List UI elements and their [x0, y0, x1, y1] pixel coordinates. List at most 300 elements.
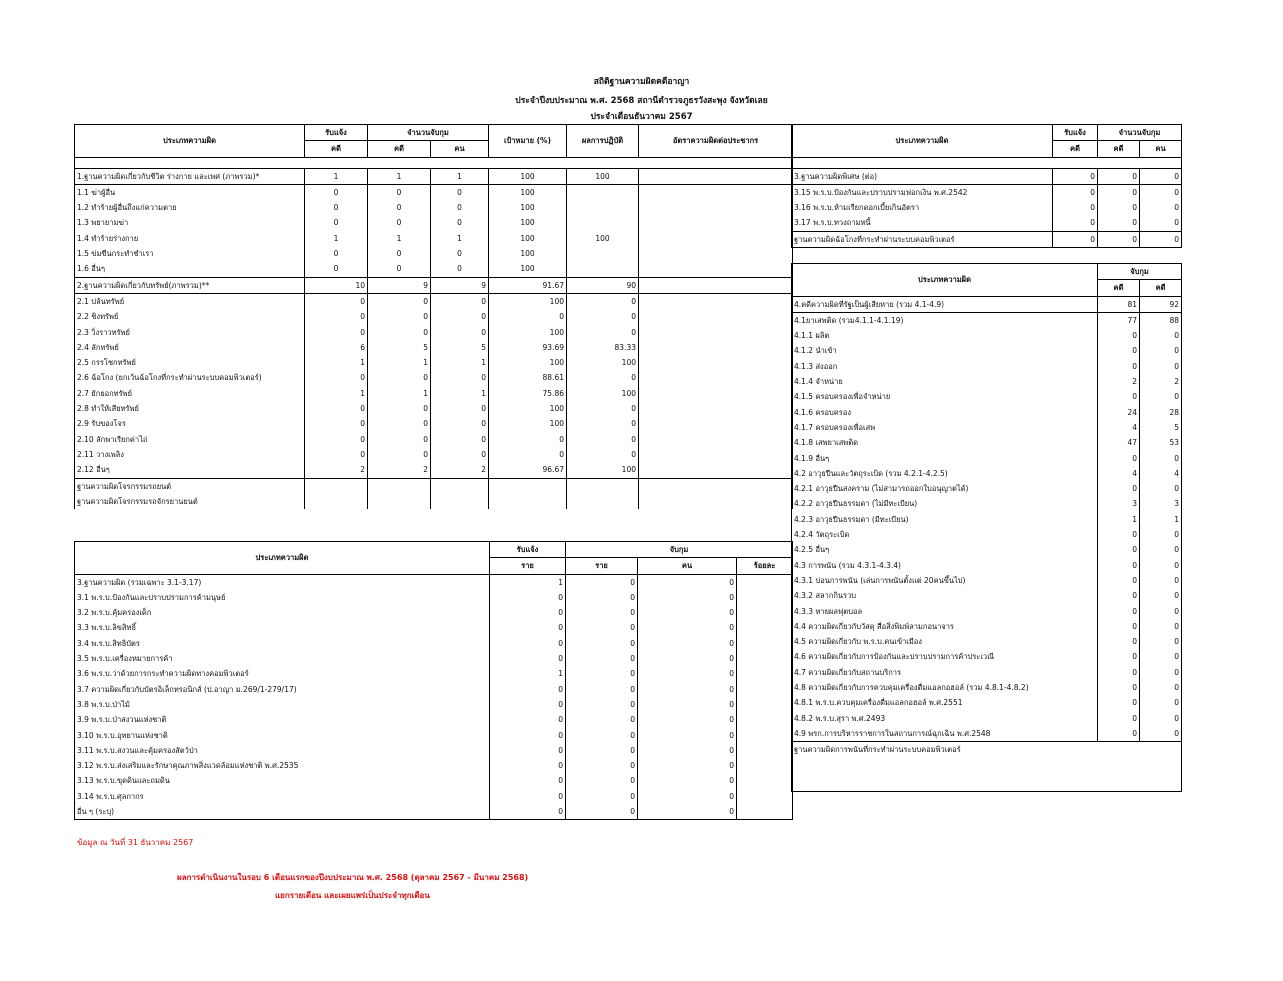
row-value: 0 [567, 293, 639, 309]
row-value [737, 743, 793, 758]
row-value: 0 [490, 605, 566, 620]
row-value: 0 [305, 184, 368, 200]
col-arrested: จำนวนจับกุม [368, 125, 489, 141]
table-row [75, 478, 793, 494]
row-value: 0 [431, 246, 489, 261]
row-value: 0 [490, 712, 566, 727]
rt-col-crime-type: ประเภทความผิด [792, 125, 1053, 158]
row-label: 2.7 ยักยอกทรัพย์ [75, 386, 305, 401]
table-row [792, 711, 1182, 726]
table-row [792, 359, 1182, 374]
row-value [567, 246, 639, 261]
table-row [75, 386, 793, 401]
row-value: 0 [1098, 573, 1140, 588]
row-label: 4.1.6 ครอบครอง [792, 405, 1098, 420]
row-value: 1 [431, 231, 489, 246]
row-label: 4.2 อาวุธปืนและวัตถุระเบิด (รวม 4.2.1-4.2.5) [792, 466, 1098, 481]
table-row [75, 293, 793, 309]
row-value: 0 [566, 773, 638, 788]
row-label: 4.1.7 ครอบครองเพื่อเสพ [792, 420, 1098, 435]
table-row [792, 420, 1182, 435]
row-label: 4.8.1 พ.ร.บ.ควบคุมเครื่องดื่มแอลกอฮอล์ พ.ศ.2551 [792, 695, 1098, 710]
row-value: 1 [1098, 512, 1140, 527]
row-value: 0 [431, 184, 489, 200]
row-value: 2 [305, 462, 368, 478]
row-value [639, 231, 793, 246]
table-row [75, 416, 793, 431]
footer-note-monthly: แยกรายเดือน และเผยแพร่เป็นประจำทุกเดือน [275, 891, 430, 900]
row-label: 4.1.9 อื่นๆ [792, 451, 1098, 466]
report-title: สถิติฐานความผิดคดีอาญา [593, 77, 690, 87]
row-value: 5 [1140, 420, 1182, 435]
row-value: 0 [1098, 184, 1140, 200]
row-value: 100 [567, 231, 639, 246]
table-row [75, 340, 793, 355]
row-value: 1 [431, 355, 489, 370]
row-label: 4.3 การพนัน (รวม 4.3.1-4.3.4) [792, 558, 1098, 573]
row-value: 0 [1140, 680, 1182, 695]
row-value [639, 215, 793, 230]
table-row [792, 619, 1182, 634]
row-label: 4.1.4 จำหน่าย [792, 374, 1098, 389]
row-label: 4.8.2 พ.ร.บ.สุรา พ.ศ.2493 [792, 711, 1098, 726]
row-value: 53 [1140, 435, 1182, 450]
g3-col-crime-type: ประเภทความผิด [75, 542, 490, 575]
row-value: 1 [368, 168, 431, 184]
row-label: 4.3.2 สลากกินรวบ [792, 588, 1098, 603]
row-value: 0 [490, 697, 566, 712]
row-value: 0 [431, 309, 489, 324]
col-rate: อัตราความผิดต่อประชากร [639, 125, 793, 158]
row-label: ฐานความผิดโจรกรรมรถจักรยานยนต์ [75, 494, 305, 509]
row-value [737, 574, 793, 590]
row-value: 0 [305, 200, 368, 215]
row-value [737, 605, 793, 620]
table-row [792, 649, 1182, 664]
table-row [792, 374, 1182, 389]
col-target: เป้าหมาย (%) [489, 125, 567, 158]
row-value: 28 [1140, 405, 1182, 420]
row-value: 0 [305, 215, 368, 230]
row-value: 100 [489, 215, 567, 230]
row-value: 0 [638, 666, 737, 681]
row-value [305, 494, 368, 509]
table-row [792, 527, 1182, 542]
row-value [737, 728, 793, 743]
table-row [792, 312, 1182, 328]
row-value: 0 [1140, 649, 1182, 664]
online-gambling-label: ฐานความผิดการพนันที่กระทำผ่านระบบคอมพิวเตอร์ [792, 742, 1182, 792]
row-value: 0 [431, 293, 489, 309]
row-value: 0 [638, 636, 737, 651]
table-row [75, 494, 793, 509]
g4-col-case2: คดี [1140, 280, 1182, 296]
row-value: 0 [490, 636, 566, 651]
table-row [792, 296, 1182, 312]
left-crime-table [74, 124, 793, 509]
g3-col-count: ราย [490, 558, 566, 574]
row-label: 2.11 วางเพลิง [75, 447, 305, 462]
row-label: 4.1.8 เสพยาเสพติด [792, 435, 1098, 450]
row-value: 0 [1140, 481, 1182, 496]
row-value: 0 [638, 804, 737, 820]
row-value: 0 [490, 789, 566, 804]
row-value: 0 [1053, 215, 1098, 231]
table-row [75, 184, 793, 200]
row-value: 0 [489, 309, 567, 324]
row-label: 3.16 พ.ร.บ.ห้ามเรียกดอกเบี้ยเกินอัตรา [792, 200, 1053, 215]
row-value: 0 [566, 804, 638, 820]
row-value: 0 [305, 432, 368, 447]
row-value: 0 [305, 401, 368, 416]
row-label: 4.2.2 อาวุธปืนธรรมดา (ไม่มีทะเบียน) [792, 496, 1098, 511]
row-value: 0 [566, 666, 638, 681]
row-value: 0 [638, 728, 737, 743]
row-value: 0 [1140, 711, 1182, 726]
row-value: 0 [1098, 726, 1140, 742]
row-value [639, 309, 793, 324]
row-value [639, 246, 793, 261]
row-label: อื่น ๆ (ระบุ) [75, 804, 490, 820]
row-value: 0 [305, 416, 368, 431]
row-label: 4.3.1 บ่อนการพนัน (เล่นการพนันตั้งแต่ 20คนขึ้นไป) [792, 573, 1098, 588]
row-value: 90 [567, 277, 639, 293]
row-value: 1 [490, 666, 566, 681]
row-value: 0 [368, 325, 431, 340]
rt-col-case: คดี [1053, 141, 1098, 157]
table-row [75, 620, 793, 635]
row-value: 0 [1140, 542, 1182, 557]
row-value: 0 [368, 246, 431, 261]
row-value: 5 [368, 340, 431, 355]
row-value [639, 462, 793, 478]
row-value: 100 [489, 416, 567, 431]
table-row [792, 168, 1182, 184]
table-row [792, 200, 1182, 215]
row-value: 88 [1140, 312, 1182, 328]
row-label: 3.4 พ.ร.บ.สิทธิบัตร [75, 636, 490, 651]
row-value: 0 [305, 447, 368, 462]
row-value: 100 [489, 261, 567, 277]
g4-col-arrested: จับกุม [1098, 264, 1182, 280]
row-value: 0 [567, 432, 639, 447]
row-value: 0 [489, 432, 567, 447]
table-row [75, 574, 793, 590]
row-value: 0 [1140, 726, 1182, 742]
row-label: 2.1 ปล้นทรัพย์ [75, 293, 305, 309]
row-value: 0 [1098, 542, 1140, 557]
row-label: 2.6 ฉ้อโกง (ยกเว้นฉ้อโกงที่กระทำผ่านระบบคอมพิวเตอร์) [75, 370, 305, 385]
row-value: 0 [1053, 231, 1098, 247]
row-value: 0 [490, 773, 566, 788]
row-value [567, 200, 639, 215]
row-label: 4.3.3 ทายผลฟุตบอล [792, 604, 1098, 619]
row-value: 1 [368, 386, 431, 401]
row-value: 0 [638, 574, 737, 590]
row-value [737, 620, 793, 635]
row-value: 0 [1098, 389, 1140, 404]
row-value: 0 [489, 447, 567, 462]
col-arrest-case: คดี [368, 141, 431, 157]
row-label: 4.2.5 อื่นๆ [792, 542, 1098, 557]
row-value: 0 [1098, 168, 1140, 184]
row-value: 0 [490, 620, 566, 635]
row-label: 4.7 ความผิดเกี่ยวกับสถานบริการ [792, 665, 1098, 680]
table-row [75, 804, 793, 820]
row-label: 4.9 พรก.การบริหารราชการในสถานการณ์ฉุกเฉิน พ.ศ.2548 [792, 726, 1098, 742]
row-value: 0 [431, 370, 489, 385]
row-label: 2.12 อื่นๆ [75, 462, 305, 478]
row-value: 0 [305, 246, 368, 261]
row-value: 0 [566, 636, 638, 651]
table-row [792, 466, 1182, 481]
table-row [75, 325, 793, 340]
row-value [639, 386, 793, 401]
row-label: 3.2 พ.ร.บ.คุ้มครองเด็ก [75, 605, 490, 620]
row-value: 0 [566, 590, 638, 605]
table-row [792, 695, 1182, 710]
table-row [75, 651, 793, 666]
row-value: 0 [1098, 451, 1140, 466]
row-label: 3.17 พ.ร.บ.ทวงถามหนี้ [792, 215, 1053, 231]
row-value [639, 261, 793, 277]
row-value: 92 [1140, 296, 1182, 312]
row-value: 0 [431, 401, 489, 416]
row-label: 4.5 ความผิดเกี่ยวกับ พ.ร.บ.คนเข้าเมือง [792, 634, 1098, 649]
row-value [737, 712, 793, 727]
row-value: 1 [305, 231, 368, 246]
row-label: 4.1.1 ผลิต [792, 328, 1098, 343]
row-value: 100 [489, 325, 567, 340]
row-value: 0 [1053, 184, 1098, 200]
row-value: 10 [305, 277, 368, 293]
row-value: 0 [1140, 619, 1182, 634]
row-value: 6 [305, 340, 368, 355]
row-label: 4.2.4 วัตถุระเบิด [792, 527, 1098, 542]
row-value: 0 [490, 728, 566, 743]
row-label: 3.6 พ.ร.บ.ว่าด้วยการกระทำความผิดทางคอมพิวเตอร์ [75, 666, 490, 681]
row-value: 0 [368, 401, 431, 416]
row-value: 1 [431, 168, 489, 184]
table-row [75, 215, 793, 230]
row-label: 3.12 พ.ร.บ.ส่งเสริมและรักษาคุณภาพสิ่งแวดล้อมแห่งชาติ พ.ศ.2535 [75, 758, 490, 773]
row-label: 2.3 วิ่งราวทรัพย์ [75, 325, 305, 340]
right-top-table [791, 124, 1182, 248]
table-row [792, 435, 1182, 450]
g3-col-arrested: จับกุม [566, 542, 793, 558]
table-row [792, 512, 1182, 527]
row-value: 77 [1098, 312, 1140, 328]
row-value: 93.69 [489, 340, 567, 355]
row-value: 0 [305, 325, 368, 340]
row-value: 0 [1098, 343, 1140, 358]
col-crime-type: ประเภทความผิด [75, 125, 305, 158]
table-row [792, 634, 1182, 649]
row-value: 0 [1140, 634, 1182, 649]
row-value [639, 401, 793, 416]
table-row [75, 432, 793, 447]
row-label: 1.6 อื่นๆ [75, 261, 305, 277]
row-value: 0 [431, 215, 489, 230]
row-value: 0 [566, 682, 638, 697]
row-value: 0 [638, 743, 737, 758]
table-row [75, 261, 793, 277]
row-value: 0 [490, 590, 566, 605]
row-value: 0 [566, 651, 638, 666]
row-value: 88.61 [489, 370, 567, 385]
row-value: 0 [431, 447, 489, 462]
row-value [431, 478, 489, 494]
col-reported: รับแจ้ง [305, 125, 368, 141]
row-value: 1 [431, 386, 489, 401]
row-value: 0 [1098, 711, 1140, 726]
row-value: 0 [368, 200, 431, 215]
table-row [792, 588, 1182, 603]
row-value: 75.86 [489, 386, 567, 401]
row-value: 0 [638, 712, 737, 727]
row-value: 0 [1140, 573, 1182, 588]
row-label: 4.8 ความผิดเกี่ยวกับการควบคุมเครื่องดื่มแอลกอฮอล์ (รวม 4.8.1-4.8.2) [792, 680, 1098, 695]
table-row [792, 451, 1182, 466]
state-victim-table [791, 263, 1182, 792]
g3-col-arrest-count: ราย [566, 558, 638, 574]
row-value: 0 [368, 370, 431, 385]
row-label: ฐานความผิดโจรกรรมรถยนต์ [75, 478, 305, 494]
row-value [567, 261, 639, 277]
row-value: 100 [489, 401, 567, 416]
row-value: 0 [1098, 588, 1140, 603]
row-value [639, 325, 793, 340]
row-value [737, 773, 793, 788]
row-value: 0 [566, 743, 638, 758]
row-value: 4 [1098, 466, 1140, 481]
row-value: 100 [489, 200, 567, 215]
row-value: 0 [1140, 343, 1182, 358]
row-value: 5 [431, 340, 489, 355]
rt-col-arrest-case: คดี [1098, 141, 1140, 157]
row-value: 0 [1098, 200, 1140, 215]
report-subtitle: ประจำปีงบประมาณ พ.ศ. 2568 สถานีตำรวจภูธรวังสะพุง จังหวัดเลย [515, 96, 768, 106]
row-value: 0 [566, 758, 638, 773]
row-label: 3.3 พ.ร.บ.ลิขสิทธิ์ [75, 620, 490, 635]
table-row [75, 773, 793, 788]
row-label: 3.1 พ.ร.บ.ป้องกันและปราบปรามการค้ามนุษย์ [75, 590, 490, 605]
row-value: 0 [368, 447, 431, 462]
row-value: 0 [1098, 558, 1140, 573]
row-value: 0 [368, 309, 431, 324]
row-value: 0 [368, 416, 431, 431]
row-label: 2.2 ชิงทรัพย์ [75, 309, 305, 324]
row-value [639, 355, 793, 370]
row-value: 0 [567, 309, 639, 324]
row-value: 0 [638, 697, 737, 712]
row-value: 0 [1140, 527, 1182, 542]
table-row [75, 200, 793, 215]
row-value: 100 [489, 246, 567, 261]
row-value: 1 [1140, 512, 1182, 527]
row-value: 0 [1140, 695, 1182, 710]
row-value: 0 [431, 416, 489, 431]
row-label: 2.5 กรรโชกทรัพย์ [75, 355, 305, 370]
row-value: 3 [1140, 496, 1182, 511]
row-value: 0 [1098, 695, 1140, 710]
table-row [792, 726, 1182, 742]
row-value [639, 370, 793, 385]
row-value: 0 [1140, 604, 1182, 619]
row-value: 0 [1098, 649, 1140, 664]
table-row [792, 742, 1182, 792]
row-value [737, 651, 793, 666]
rt-col-arrested: จำนวนจับกุม [1098, 125, 1182, 141]
row-label: 4.2.3 อาวุธปืนธรรมดา (มีทะเบียน) [792, 512, 1098, 527]
row-value: 0 [1140, 558, 1182, 573]
row-value: 2 [431, 462, 489, 478]
row-value: 0 [638, 620, 737, 635]
row-label: 4.2.1 อาวุธปืนสงคราม (ไม่สามารถออกใบอนุญาตได้) [792, 481, 1098, 496]
row-value [737, 697, 793, 712]
row-value: 100 [489, 231, 567, 246]
row-value: 0 [1098, 359, 1140, 374]
row-value: 0 [638, 682, 737, 697]
row-value: 0 [368, 215, 431, 230]
row-label: 4.1ยาเสพติด (รวม4.1.1-4.1.19) [792, 312, 1098, 328]
rt-col-person: คน [1140, 141, 1182, 157]
row-value [305, 478, 368, 494]
row-value: 0 [431, 200, 489, 215]
row-label: 4.4 ความผิดเกี่ยวกับวัสดุ สื่อสิ่งพิมพ์ลามกอนาจาร [792, 619, 1098, 634]
footer-note-period: ผลการดำเนินงานในรอบ 6 เดือนแรกของปีงบประมาณ พ.ศ. 2568 (ตุลาคม 2567 - มีนาคม 2568) [177, 873, 529, 882]
row-value: 100 [489, 184, 567, 200]
row-value [737, 789, 793, 804]
table-row [75, 462, 793, 478]
row-value: 1 [305, 355, 368, 370]
row-value: 100 [567, 355, 639, 370]
row-value: 4 [1140, 466, 1182, 481]
row-value: 81 [1098, 296, 1140, 312]
row-value [567, 184, 639, 200]
row-value: 0 [368, 261, 431, 277]
row-value [639, 340, 793, 355]
row-value: 100 [567, 168, 639, 184]
row-value [737, 590, 793, 605]
table-row [792, 604, 1182, 619]
report-month: ประจำเดือนธันวาคม 2567 [590, 112, 693, 122]
row-value: 0 [567, 416, 639, 431]
row-value: 0 [1053, 168, 1098, 184]
row-value: 0 [566, 712, 638, 727]
row-value [737, 636, 793, 651]
table-row [792, 665, 1182, 680]
table-row [75, 355, 793, 370]
row-value: 2 [368, 462, 431, 478]
table-row [75, 666, 793, 681]
row-value [737, 758, 793, 773]
row-value: 0 [1098, 619, 1140, 634]
row-value: 0 [567, 447, 639, 462]
row-value: 0 [1053, 200, 1098, 215]
row-value: 0 [431, 261, 489, 277]
row-value: 96.67 [489, 462, 567, 478]
row-value [567, 494, 639, 509]
row-label: 2.8 ทำให้เสียทรัพย์ [75, 401, 305, 416]
row-value: 0 [1098, 328, 1140, 343]
row-value: 0 [638, 758, 737, 773]
row-value: 100 [489, 168, 567, 184]
row-label: 3.ฐานความผิด (รวมเฉพาะ 3.1-3.17) [75, 574, 490, 590]
table-row [75, 246, 793, 261]
row-value: 83.33 [567, 340, 639, 355]
row-value [368, 494, 431, 509]
